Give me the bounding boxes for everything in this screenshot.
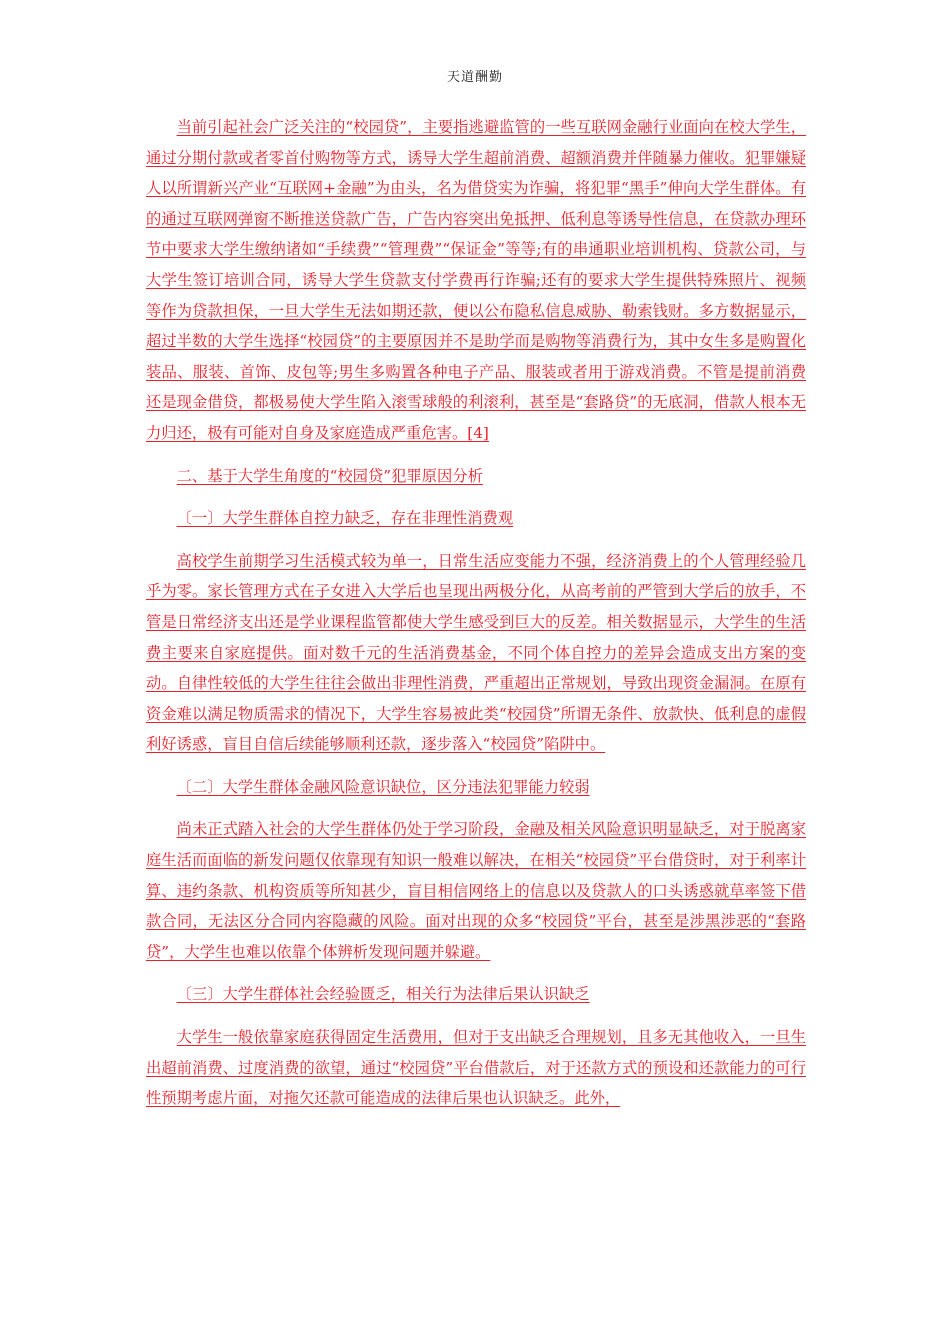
subheading-3: 〔三〕大学生群体社会经验匮乏，相关行为法律后果认识缺乏 xyxy=(176,985,590,1004)
section-heading-2: 二、基于大学生角度的“校园贷”犯罪原因分析 xyxy=(176,466,483,485)
subheading-1: 〔一〕大学生群体自控力缺乏，存在非理性消费观 xyxy=(176,509,514,528)
paragraph-self-control: 高校学生前期学习生活模式较为单一，日常生活应变能力不强，经济消费上的个人管理经验几乎为零。家长管理方式在子女进入大学后也呈现出两极分化，从高考前的严管到大学后的放手，不管是日常经济支出还是学业课程监管都使大学生感受到巨大的反差。相关数据显示，大学生的生活费主要来自家庭提供。面对数千元的生活消费基金，不同个体自控力的差异会造成支出方案的变动。自律性较低的大学生往往会做出非理性消费，严重超出正常规划，导致出现资金漏洞。在原有资金难以满足物质需求的情况下，大学生容易被此类“校园贷”所谓无条件、放款快、低利息的虚假利好诱惑，盲目自信后续能够顺利还款，逐步落入“校园贷”陷阱中。 xyxy=(146,551,806,754)
subheading-2: 〔二〕大学生群体金融风险意识缺位，区分违法犯罪能力较弱 xyxy=(176,777,590,796)
paragraph-financial-risk: 尚未正式踏入社会的大学生群体仍处于学习阶段，金融及相关风险意识明显缺乏，对于脱离家庭生活而面临的新发问题仅依靠现有知识一般难以解决，在相关“校园贷”平台借贷时，对于利率计算、违约条款、机构资质等所知甚少，盲目相信网络上的信息以及贷款人的口头诱惑就草率签下借款合同，无法区分合同内容隐藏的风险。面对出现的众多“校园贷”平台，甚至是涉黑涉恶的“套路贷”，大学生也难以依靠个体辨析发现问题并躲避。 xyxy=(146,820,806,961)
document-body xyxy=(146,112,806,1114)
paragraph-intro: 当前引起社会广泛关注的“校园贷”，主要指逃避监管的一些互联网金融行业面向在校大学生，通过分期付款或者零首付购物等方式，诱导大学生超前消费、超额消费并伴随暴力催收。犯罪嫌疑人以所谓新兴产业“互联网+金融”为由头，名为借贷实为诈骗，将犯罪“黑手”伸向大学生群体。有的通过互联网弹窗不断推送贷款广告，广告内容突出免抵押、低利息等诱导性信息，在贷款办理环节中要求大学生缴纳诸如“手续费”“管理费”“保证金”等等;有的串通职业培训机构、贷款公司，与大学生签订培训合同，诱导大学生贷款支付学费再行诈骗;还有的要求大学生提供特殊照片、视频等作为贷款担保，一旦大学生无法如期还款，便以公布隐私信息威胁、勒索钱财。多方数据显示，超过半数的大学生选择“校园贷”的主要原因并不是助学而是购物等消费行为，其中女生多是购置化装品、服装、首饰、皮包等;男生多购置各种电子产品、服装或者用于游戏消费。不管是提前消费还是现金借贷，都极易使大学生陷入滚雪球般的利滚利，甚至是“套路贷”的无底洞，借款人根本无力归还，极有可能对自身及家庭造成严重危害。[4] xyxy=(146,118,806,442)
paragraph-social-experience: 大学生一般依靠家庭获得固定生活费用，但对于支出缺乏合理规划，且多无其他收入，一旦生出超前消费、过度消费的欲望，通过“校园贷”平台借款后，对于还款方式的预设和还款能力的可行性预期考虑片面，对拖欠还款可能造成的法律后果也认识缺乏。此外， xyxy=(146,1028,806,1108)
page-header: 天道酬勤 xyxy=(446,70,503,85)
